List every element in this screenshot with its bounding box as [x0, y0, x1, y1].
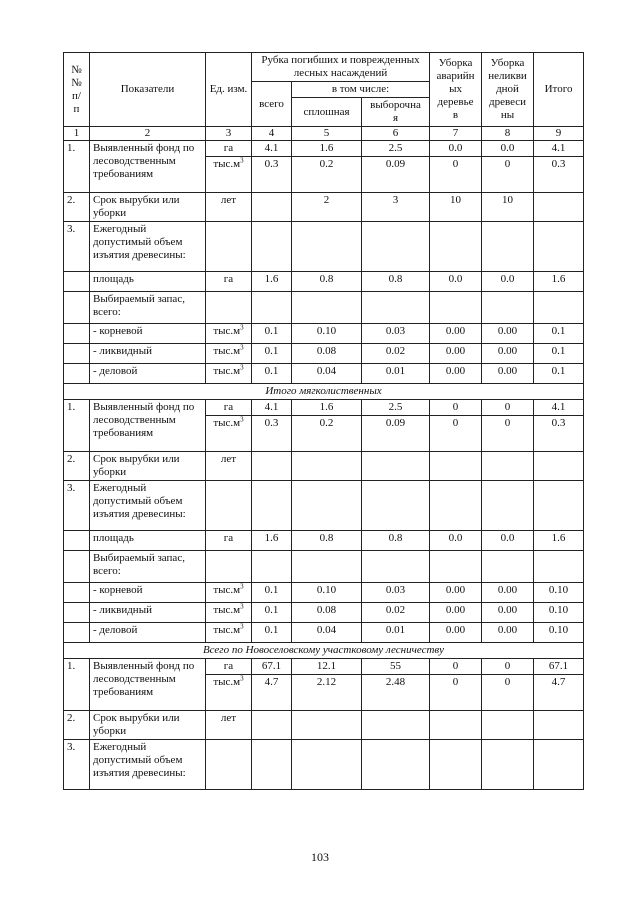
- row-number: 3.: [64, 740, 90, 790]
- value-cell: 0.1: [252, 344, 292, 364]
- empty-cell: [292, 452, 362, 481]
- value-cell: 0.00: [430, 324, 482, 344]
- header-selective: выборочна я: [362, 98, 430, 127]
- value-cell: 0.00: [430, 364, 482, 384]
- value-cell: 0.8: [292, 272, 362, 292]
- empty-cell: [362, 452, 430, 481]
- header-unit: Ед. изм.: [206, 53, 252, 127]
- row-number: 1.: [64, 659, 90, 711]
- row-label-revealed: Выявленный фонд по лесоводственным требованиям: [90, 400, 206, 452]
- value-cell: 0.00: [482, 623, 534, 643]
- empty-cell: [206, 551, 252, 583]
- table-row: [64, 364, 584, 384]
- value-cell: 0: [430, 675, 482, 711]
- empty-cell: [482, 452, 534, 481]
- value-cell: 0.02: [362, 603, 430, 623]
- value-cell: 55: [362, 659, 430, 675]
- felling-table: [63, 52, 584, 790]
- unit-cell: $тыс.м^3$: [206, 344, 252, 364]
- value-cell: 0.00: [430, 344, 482, 364]
- unit-cell: $тыс.м^3$: [206, 416, 252, 452]
- row-number: 2.: [64, 193, 90, 222]
- table-row: [64, 222, 584, 272]
- unit-cell: га: [206, 659, 252, 675]
- table-row: [64, 481, 584, 531]
- row-label-area: площадь: [90, 531, 206, 551]
- value-cell: 0.1: [252, 364, 292, 384]
- empty-cell: [64, 623, 90, 643]
- value-cell: 10: [482, 193, 534, 222]
- value-cell: 2: [292, 193, 362, 222]
- empty-cell: [534, 711, 584, 740]
- value-cell: 0: [482, 157, 534, 193]
- header-num: № № п/ п: [64, 53, 90, 127]
- value-cell: 1.6: [252, 531, 292, 551]
- table-row: [64, 141, 584, 157]
- empty-cell: [206, 481, 252, 531]
- empty-cell: [292, 551, 362, 583]
- section-1: [64, 141, 584, 384]
- section-title-row: [64, 384, 584, 400]
- value-cell: 0.09: [362, 416, 430, 452]
- empty-cell: [64, 292, 90, 324]
- table-row: [64, 272, 584, 292]
- row-label-liquid: - ликвидный: [90, 344, 206, 364]
- table-row: [64, 551, 584, 583]
- value-cell: 0.00: [430, 623, 482, 643]
- value-cell: 4.1: [252, 400, 292, 416]
- empty-cell: [362, 481, 430, 531]
- value-cell: 67.1: [534, 659, 584, 675]
- value-cell: 2.5: [362, 400, 430, 416]
- empty-cell: [64, 272, 90, 292]
- value-cell: 0.00: [482, 344, 534, 364]
- row-label-business: - деловой: [90, 623, 206, 643]
- empty-cell: [482, 222, 534, 272]
- unit-cell: $тыс.м^3$: [206, 364, 252, 384]
- value-cell: 0.1: [534, 344, 584, 364]
- empty-cell: [252, 452, 292, 481]
- value-cell: 0: [430, 659, 482, 675]
- value-cell: 0.0: [482, 272, 534, 292]
- value-cell: 0.0: [430, 141, 482, 157]
- value-cell: 0.0: [482, 141, 534, 157]
- value-cell: 0: [430, 157, 482, 193]
- table-row: [64, 583, 584, 603]
- empty-cell: [430, 551, 482, 583]
- value-cell: 0.00: [482, 364, 534, 384]
- value-cell: 0.3: [252, 416, 292, 452]
- empty-cell: [292, 292, 362, 324]
- empty-cell: [482, 481, 534, 531]
- value-cell: 0.04: [292, 623, 362, 643]
- empty-cell: [482, 711, 534, 740]
- empty-cell: [482, 551, 534, 583]
- empty-cell: [64, 603, 90, 623]
- empty-cell: [362, 740, 430, 790]
- value-cell: 0.03: [362, 583, 430, 603]
- empty-cell: [430, 292, 482, 324]
- value-cell: 3: [362, 193, 430, 222]
- unit-cell: $тыс.м^3$: [206, 623, 252, 643]
- unit-cell: лет: [206, 193, 252, 222]
- value-cell: 4.1: [252, 141, 292, 157]
- empty-cell: [362, 551, 430, 583]
- col-number: 4: [252, 127, 292, 141]
- row-label-annual: Ежегодный допустимый объем изъятия древесины:: [90, 481, 206, 531]
- row-label-revealed: Выявленный фонд по лесоводственным требованиям: [90, 659, 206, 711]
- unit-cell: $тыс.м^3$: [206, 603, 252, 623]
- value-cell: 1.6: [292, 400, 362, 416]
- value-cell: 0.02: [362, 344, 430, 364]
- value-cell: 0.1: [534, 324, 584, 344]
- value-cell: 0.01: [362, 364, 430, 384]
- empty-cell: [252, 711, 292, 740]
- value-cell: 4.1: [534, 400, 584, 416]
- value-cell: 0.08: [292, 344, 362, 364]
- unit-cell: га: [206, 531, 252, 551]
- table-row: [64, 711, 584, 740]
- document-page: [63, 52, 583, 790]
- table-header: [64, 53, 584, 141]
- empty-cell: [430, 740, 482, 790]
- value-cell: 0.10: [292, 324, 362, 344]
- empty-cell: [64, 364, 90, 384]
- table-row: [64, 659, 584, 675]
- col-number: 5: [292, 127, 362, 141]
- section-title: Итого мягколиственных: [64, 384, 584, 400]
- row-number: 3.: [64, 481, 90, 531]
- value-cell: 0.0: [430, 272, 482, 292]
- empty-cell: [430, 711, 482, 740]
- value-cell: 2.12: [292, 675, 362, 711]
- value-cell: 0.00: [482, 324, 534, 344]
- row-number: 2.: [64, 452, 90, 481]
- empty-cell: [64, 531, 90, 551]
- empty-cell: [534, 481, 584, 531]
- empty-cell: [252, 222, 292, 272]
- header-indicators: Показатели: [90, 53, 206, 127]
- row-label-root: - корневой: [90, 583, 206, 603]
- value-cell: 0.00: [482, 603, 534, 623]
- value-cell: 0.2: [292, 416, 362, 452]
- table-row: [64, 603, 584, 623]
- header-grand-total: Итого: [534, 53, 584, 127]
- value-cell: 0.00: [482, 583, 534, 603]
- unit-cell: $тыс.м^3$: [206, 157, 252, 193]
- unit-cell: га: [206, 272, 252, 292]
- unit-cell: га: [206, 400, 252, 416]
- value-cell: [534, 193, 584, 222]
- value-cell: 0: [482, 416, 534, 452]
- value-cell: 0.1: [252, 603, 292, 623]
- empty-cell: [534, 292, 584, 324]
- value-cell: 1.6: [534, 531, 584, 551]
- empty-cell: [482, 740, 534, 790]
- row-label-term: Срок вырубки или уборки: [90, 193, 206, 222]
- value-cell: 0.10: [534, 583, 584, 603]
- empty-cell: [64, 551, 90, 583]
- row-label-business: - деловой: [90, 364, 206, 384]
- col-number: 7: [430, 127, 482, 141]
- empty-cell: [362, 222, 430, 272]
- value-cell: 0.00: [430, 583, 482, 603]
- value-cell: 0.10: [534, 603, 584, 623]
- col-number: 2: [90, 127, 206, 141]
- section-title: Всего по Новоселовскому участковому лесничеству: [64, 643, 584, 659]
- value-cell: 0.1: [252, 583, 292, 603]
- value-cell: 0.0: [430, 531, 482, 551]
- table-row: [64, 400, 584, 416]
- table-row: [64, 623, 584, 643]
- table-row: [64, 324, 584, 344]
- table-row: [64, 531, 584, 551]
- value-cell: 0.01: [362, 623, 430, 643]
- value-cell: 0.3: [252, 157, 292, 193]
- value-cell: 2.5: [362, 141, 430, 157]
- row-label-stock: Выбираемый запас, всего:: [90, 292, 206, 324]
- empty-cell: [64, 324, 90, 344]
- value-cell: 0: [482, 659, 534, 675]
- unit-cell: га: [206, 141, 252, 157]
- value-cell: 1.6: [534, 272, 584, 292]
- row-label-term: Срок вырубки или уборки: [90, 452, 206, 481]
- col-number: 6: [362, 127, 430, 141]
- section-title-row: [64, 643, 584, 659]
- empty-cell: [292, 481, 362, 531]
- section-2: [64, 384, 584, 643]
- col-number: 8: [482, 127, 534, 141]
- col-number: 3: [206, 127, 252, 141]
- value-cell: 2.48: [362, 675, 430, 711]
- table-row: [64, 740, 584, 790]
- row-number: 3.: [64, 222, 90, 272]
- row-label-term: Срок вырубки или уборки: [90, 711, 206, 740]
- value-cell: 10: [430, 193, 482, 222]
- empty-cell: [252, 740, 292, 790]
- empty-cell: [430, 222, 482, 272]
- row-label-liquid: - ликвидный: [90, 603, 206, 623]
- table-row: [64, 193, 584, 222]
- empty-cell: [292, 711, 362, 740]
- empty-cell: [64, 583, 90, 603]
- table-row: [64, 344, 584, 364]
- value-cell: 0.09: [362, 157, 430, 193]
- empty-cell: [482, 292, 534, 324]
- value-cell: 0.1: [534, 364, 584, 384]
- unit-cell: лет: [206, 711, 252, 740]
- col-number: 9: [534, 127, 584, 141]
- row-label-annual: Ежегодный допустимый объем изъятия древесины:: [90, 740, 206, 790]
- row-number: 2.: [64, 711, 90, 740]
- value-cell: 0.1: [252, 324, 292, 344]
- table-row: [64, 452, 584, 481]
- header-felling: Рубка погибших и поврежденных лесных насаждений: [252, 53, 430, 82]
- row-label-revealed: Выявленный фонд по лесоводственным требованиям: [90, 141, 206, 193]
- value-cell: 0.8: [362, 272, 430, 292]
- row-number: 1.: [64, 141, 90, 193]
- value-cell: 0.1: [252, 623, 292, 643]
- empty-cell: [252, 292, 292, 324]
- empty-cell: [206, 740, 252, 790]
- value-cell: [252, 193, 292, 222]
- value-cell: 0.04: [292, 364, 362, 384]
- value-cell: 0: [430, 400, 482, 416]
- row-label-stock: Выбираемый запас, всего:: [90, 551, 206, 583]
- value-cell: 0.08: [292, 603, 362, 623]
- header-emergency: Уборка аварийн ых деревье в: [430, 53, 482, 127]
- value-cell: 1.6: [292, 141, 362, 157]
- value-cell: 4.7: [252, 675, 292, 711]
- page-number: 103: [311, 850, 329, 864]
- value-cell: 4.1: [534, 141, 584, 157]
- empty-cell: [292, 222, 362, 272]
- empty-cell: [206, 292, 252, 324]
- value-cell: 0.8: [362, 531, 430, 551]
- value-cell: 0.00: [430, 603, 482, 623]
- value-cell: 12.1: [292, 659, 362, 675]
- header-total-felling: всего: [252, 82, 292, 127]
- unit-cell: $тыс.м^3$: [206, 324, 252, 344]
- empty-cell: [362, 292, 430, 324]
- value-cell: 0.8: [292, 531, 362, 551]
- unit-cell: $тыс.м^3$: [206, 675, 252, 711]
- value-cell: 0.0: [482, 531, 534, 551]
- value-cell: 0.3: [534, 416, 584, 452]
- unit-cell: $тыс.м^3$: [206, 583, 252, 603]
- empty-cell: [430, 481, 482, 531]
- row-label-root: - корневой: [90, 324, 206, 344]
- unit-cell: лет: [206, 452, 252, 481]
- row-label-area: площадь: [90, 272, 206, 292]
- value-cell: 0.3: [534, 157, 584, 193]
- empty-cell: [206, 222, 252, 272]
- column-number-row: [64, 127, 584, 141]
- value-cell: 0.2: [292, 157, 362, 193]
- value-cell: 0.10: [534, 623, 584, 643]
- empty-cell: [252, 551, 292, 583]
- empty-cell: [252, 481, 292, 531]
- value-cell: 0: [482, 400, 534, 416]
- header-including: в том числе:: [292, 82, 430, 98]
- empty-cell: [534, 740, 584, 790]
- value-cell: 1.6: [252, 272, 292, 292]
- header-illiquid: Уборка неликви дной древеси ны: [482, 53, 534, 127]
- empty-cell: [64, 344, 90, 364]
- value-cell: 4.7: [534, 675, 584, 711]
- empty-cell: [430, 452, 482, 481]
- value-cell: 0.10: [292, 583, 362, 603]
- value-cell: 67.1: [252, 659, 292, 675]
- empty-cell: [362, 711, 430, 740]
- value-cell: 0: [430, 416, 482, 452]
- table-row: [64, 292, 584, 324]
- empty-cell: [534, 452, 584, 481]
- value-cell: 0.03: [362, 324, 430, 344]
- value-cell: 0: [482, 675, 534, 711]
- header-clear: сплошная: [292, 98, 362, 127]
- row-number: 1.: [64, 400, 90, 452]
- col-number: 1: [64, 127, 90, 141]
- empty-cell: [534, 222, 584, 272]
- empty-cell: [534, 551, 584, 583]
- section-3: [64, 643, 584, 790]
- empty-cell: [292, 740, 362, 790]
- row-label-annual: Ежегодный допустимый объем изъятия древесины:: [90, 222, 206, 272]
